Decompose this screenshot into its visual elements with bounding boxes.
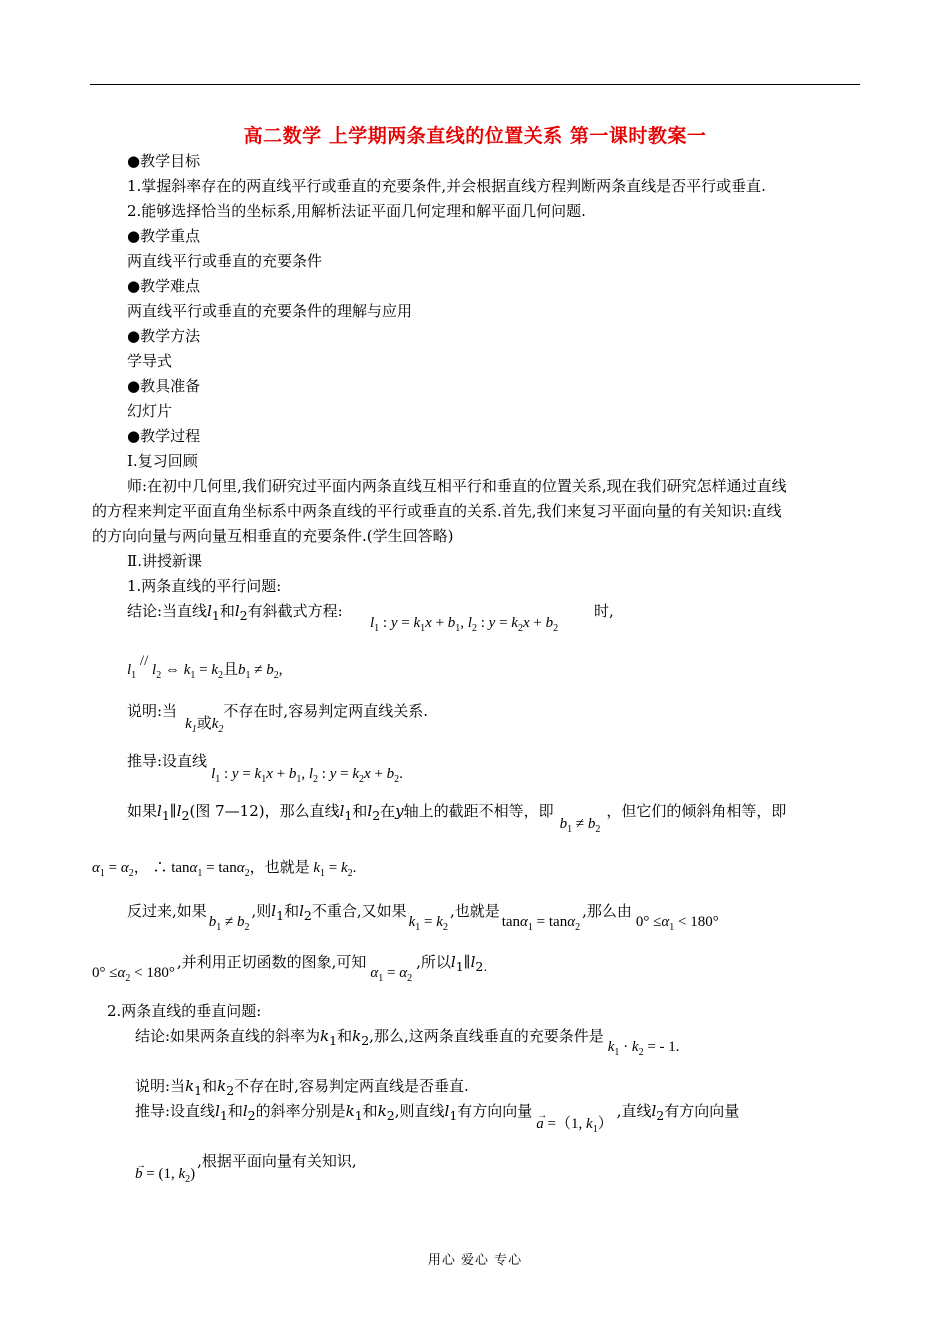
derivation-line: 推导:设直线$l_1$ : $y = k_1x + b_1$, $l_2$ : $y = k_2x + b_2$. — [127, 752, 403, 785]
perpendicular-note: 说明:当$k_1$和$k_2$不存在时,容易判定两直线是否垂直. — [135, 1077, 469, 1098]
goal-item-1: 1.掌握斜率存在的两直线平行或垂直的充要条件,并会根据直线方程判断两条直线是否平行或垂直. — [127, 177, 766, 195]
goal-heading: ●教学目标 — [127, 152, 201, 170]
review-heading: Ⅰ.复习回顾 — [127, 452, 198, 470]
parallel-heading: 1.两条直线的平行问题: — [127, 577, 282, 595]
converse-continued-line: $0^\circ \le\alpha_2 < 180^\circ$,并利用正切函数的图象,可知$\alpha_1 = \alpha_2$,所以$l_1\parallel l_{2.}$ — [92, 953, 488, 984]
header-rule — [90, 84, 860, 85]
review-paragraph-line-2: 的方程来判定平面直角坐标系中两条直线的平行或垂直的关系.首先,我们来复习平面向量的有关知识:直线 — [92, 502, 782, 520]
process-heading: ●教学过程 — [127, 427, 201, 445]
new-lesson-heading: Ⅱ.讲授新课 — [127, 552, 202, 570]
review-paragraph-line-3: 的方向向量与两向量互相垂直的充要条件.(学生回答略) — [92, 527, 454, 545]
difficulty-text: 两直线平行或垂直的充要条件的理解与应用 — [127, 302, 413, 320]
perpendicular-derivation: 推导:设直线$l_1$和$l_2$的斜率分别是$k_1$和$k_2$,则直线$l_1$有方向向量a → =（1, $k_1$）,直线$l_2$有方向向量 — [135, 1102, 740, 1135]
difficulty-heading: ●教学难点 — [127, 277, 201, 295]
converse-line: 反过来,如果$b_1 \ne b_2$,则$l_1$和$l_2$不重合,又如果$k_1 = k_2$,也就是tanα$_1$ = tanα$_2$,那么由$0^\circ \le\alpha_1 < 180^\circ$ — [127, 902, 719, 933]
page-footer: 用心 爱心 专心 — [427, 1253, 523, 1268]
perpendicular-heading: 2.两条直线的垂直问题: — [107, 1002, 262, 1020]
tools-text: 幻灯片 — [127, 402, 173, 420]
perpendicular-conclusion: 结论:如果两条直线的斜率为$k_1$和$k_2$,那么,这两条直线垂直的充要条件是$k_1 \cdot k_2$ = - 1. — [135, 1027, 680, 1058]
review-paragraph-line-1: 师:在初中几何里,我们研究过平面内两条直线互相平行和垂直的位置关系,现在我们研究怎样通过直线 — [127, 477, 787, 495]
parallel-conclusion: 结论:当直线$l_1$和$l_2$有斜截式方程: — [127, 602, 343, 623]
parallel-condition-formula: $l_1 // l_2$ ⇔ $k_1 = k_2$且$b_1 \ne b_2$, — [127, 653, 283, 681]
if-parallel-line: 如果$l_1\parallel l_2$(图 7—12)，那么直线$l_1$和$l_2$在y轴上的截距不相等，即$b_1 \ne b_2$，但它们的倾斜角相等，即 — [127, 802, 787, 835]
method-text: 学导式 — [127, 352, 173, 370]
perpendicular-derivation-continued: b → = (1, $k_2$),根据平面向量有关知识, — [135, 1152, 357, 1185]
page-title: 高二数学 上学期两条直线的位置关系 第一课时教案一 — [243, 125, 707, 147]
tools-heading: ●教具准备 — [127, 377, 201, 395]
key-heading: ●教学重点 — [127, 227, 201, 245]
angle-equality-line: $\alpha_1 = \alpha_2$， ∴ tanα$_1$ = tanα$_2$，也就是 $k_1 = k_2$. — [92, 860, 357, 879]
method-heading: ●教学方法 — [127, 327, 201, 345]
slope-intercept-formula: $l_1$ : $y = k_1x + b_1$, $l_2$ : $y = k_2x + b_2$ — [370, 615, 559, 634]
key-text: 两直线平行或垂直的充要条件 — [127, 252, 323, 270]
goal-item-2: 2.能够选择恰当的坐标系,用解析法证平面几何定理和解平面几何问题. — [127, 202, 586, 220]
note-line: 说明:当$k_1$或$k_2$不存在时,容易判定两直线关系. — [127, 702, 428, 735]
conclusion-suffix: 时, — [594, 602, 614, 620]
